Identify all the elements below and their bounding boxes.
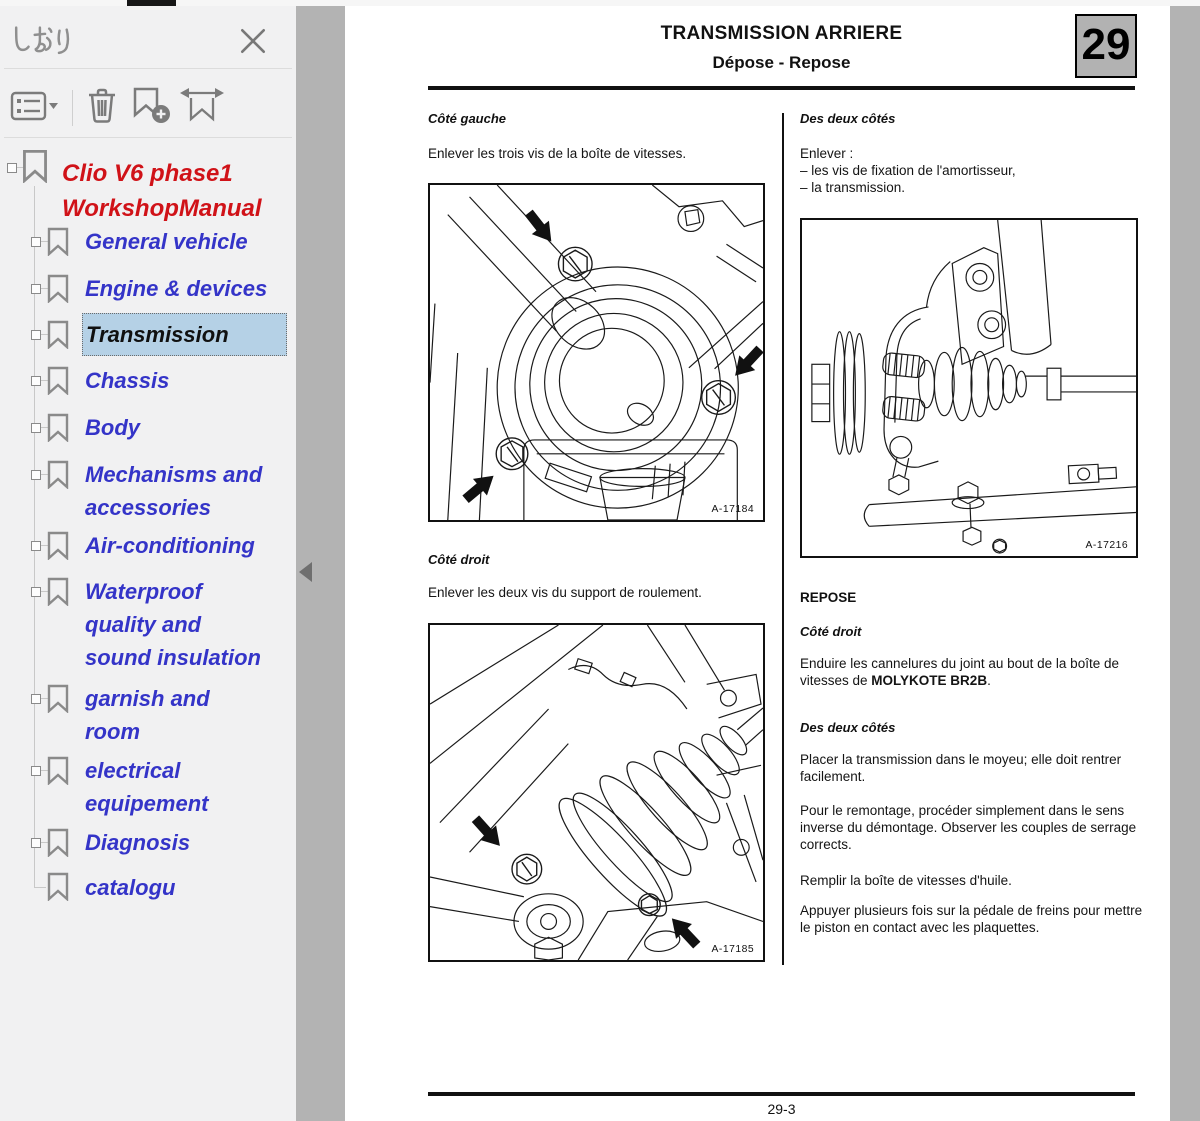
bookmark-toggle[interactable] xyxy=(31,766,41,776)
bookmark-item-garnish-room[interactable]: garnish and room xyxy=(85,686,210,744)
bookmark-item-electrical[interactable]: electrical equipement xyxy=(85,758,209,816)
enlever-item: – les vis de fixation de l'amortisseur, xyxy=(800,163,1016,178)
bookmark-item-general-vehicle[interactable]: General vehicle xyxy=(85,229,248,254)
bookmark-flag-icon xyxy=(47,684,69,713)
bookmark-toggle[interactable] xyxy=(31,423,41,433)
header-rule xyxy=(428,86,1135,90)
add-bookmark-icon[interactable] xyxy=(131,86,171,124)
section-heading: Côté droit xyxy=(428,552,490,567)
bookmark-flag-icon xyxy=(47,577,69,606)
sidebar-divider xyxy=(4,68,292,69)
section-body: Enlever les trois vis de la boîte de vitesses. xyxy=(428,146,687,161)
page-subtitle: Dépose - Repose xyxy=(712,53,851,72)
bookmark-toggle-root[interactable] xyxy=(7,163,17,173)
bookmark-toggle[interactable] xyxy=(31,470,41,480)
enlever-item: – la transmission. xyxy=(800,180,906,195)
viewport-gutter-right[interactable] xyxy=(1170,6,1200,1121)
bookmark-toggle[interactable] xyxy=(31,376,41,386)
bookmark-item-waterproof[interactable]: Waterproof quality and sound insulation xyxy=(85,579,261,670)
bookmark-toggle[interactable] xyxy=(31,838,41,848)
bookmark-item-catalogu[interactable]: catalogu xyxy=(85,875,176,900)
close-icon[interactable] xyxy=(238,26,268,56)
bookmark-flag-icon xyxy=(47,460,69,489)
section-heading: Côté droit xyxy=(800,624,862,639)
bookmark-item-transmission[interactable]: Transmission xyxy=(82,313,287,356)
repose-heading: REPOSE xyxy=(800,590,857,605)
toolbar-divider xyxy=(72,90,73,126)
footer-page-number: 29-3 xyxy=(767,1101,796,1117)
bookmark-flag-icon xyxy=(47,227,69,256)
bookmark-item-engine-devices[interactable]: Engine & devices xyxy=(85,276,268,301)
bookmark-flag-icon xyxy=(47,756,69,785)
enduire-paragraph: Enduire les cannelures du joint au bout de la boîte de vitesses de MOLYKOTE BR2B. xyxy=(800,656,1119,688)
bookmark-toggle[interactable] xyxy=(31,284,41,294)
figure-label: A-17216 xyxy=(1085,540,1129,552)
figure-label: A-17184 xyxy=(711,504,755,516)
bookmark-toggle[interactable] xyxy=(31,587,41,597)
bookmark-item-chassis[interactable]: Chassis xyxy=(85,368,170,393)
bookmark-flag-icon xyxy=(47,366,69,395)
page-title: TRANSMISSION ARRIERE xyxy=(660,23,903,44)
section-heading: Des deux côtés xyxy=(800,720,896,735)
footer-rule xyxy=(428,1092,1135,1096)
paragraph: Appuyer plusieurs fois sur la pédale de freins pour mettre le piston en contact avec les plaquettes. xyxy=(800,903,1143,935)
enlever-intro: Enlever : xyxy=(800,146,854,161)
bookmarks-sidebar xyxy=(0,6,296,1121)
section-heading: Côté gauche xyxy=(428,111,507,126)
pdf-page xyxy=(345,6,1170,1121)
bookmark-item-body[interactable]: Body xyxy=(85,415,140,440)
bookmark-flag-icon xyxy=(47,413,69,442)
bookmark-flag-icon xyxy=(47,828,69,857)
bookmark-flag-icon xyxy=(22,149,48,183)
bookmark-item-root[interactable]: Clio V6 phase1 WorkshopManual xyxy=(62,160,262,222)
bookmark-flag-icon xyxy=(47,872,69,901)
paragraph: Pour le remontage, procéder simplement dans le sens inverse du démontage. Observer les couples de serrage corrects. xyxy=(800,803,1137,852)
figure-a-17185 xyxy=(428,623,765,962)
bookmark-flag-icon xyxy=(47,274,69,303)
sidebar-title-shiori xyxy=(10,24,76,56)
bookmark-flag-icon xyxy=(47,531,69,560)
delete-bookmark-icon[interactable] xyxy=(86,86,118,124)
bookmark-toggle[interactable] xyxy=(31,541,41,551)
bookmark-item-mechanisms[interactable]: Mechanisms and accessories xyxy=(85,462,263,520)
chapter-number-box: 29 xyxy=(1075,14,1137,78)
figure-a-17184 xyxy=(428,183,765,522)
tree-stub xyxy=(34,887,46,888)
expand-bookmarks-icon[interactable] xyxy=(180,86,224,124)
section-body: Enlever les deux vis du support de roulement. xyxy=(428,585,702,600)
bookmark-toggle[interactable] xyxy=(31,694,41,704)
section-heading: Des deux côtés xyxy=(800,111,896,126)
bookmark-toggle[interactable] xyxy=(31,237,41,247)
figure-a-17216 xyxy=(800,218,1138,558)
bookmark-flag-icon xyxy=(47,320,69,349)
paragraph: Placer la transmission dans le moyeu; elle doit rentrer facilement. xyxy=(800,752,1122,784)
bookmark-toggle[interactable] xyxy=(31,330,41,340)
bookmark-options-icon[interactable] xyxy=(10,90,58,122)
sidebar-collapse-handle[interactable] xyxy=(299,562,312,582)
bookmark-item-diagnosis[interactable]: Diagnosis xyxy=(85,830,191,855)
column-divider xyxy=(782,113,784,965)
figure-label: A-17185 xyxy=(711,944,755,956)
sidebar-divider xyxy=(4,137,292,138)
paragraph: Remplir la boîte de vitesses d'huile. xyxy=(800,873,1012,888)
bookmark-item-air-conditioning[interactable]: Air-conditioning xyxy=(85,533,255,558)
